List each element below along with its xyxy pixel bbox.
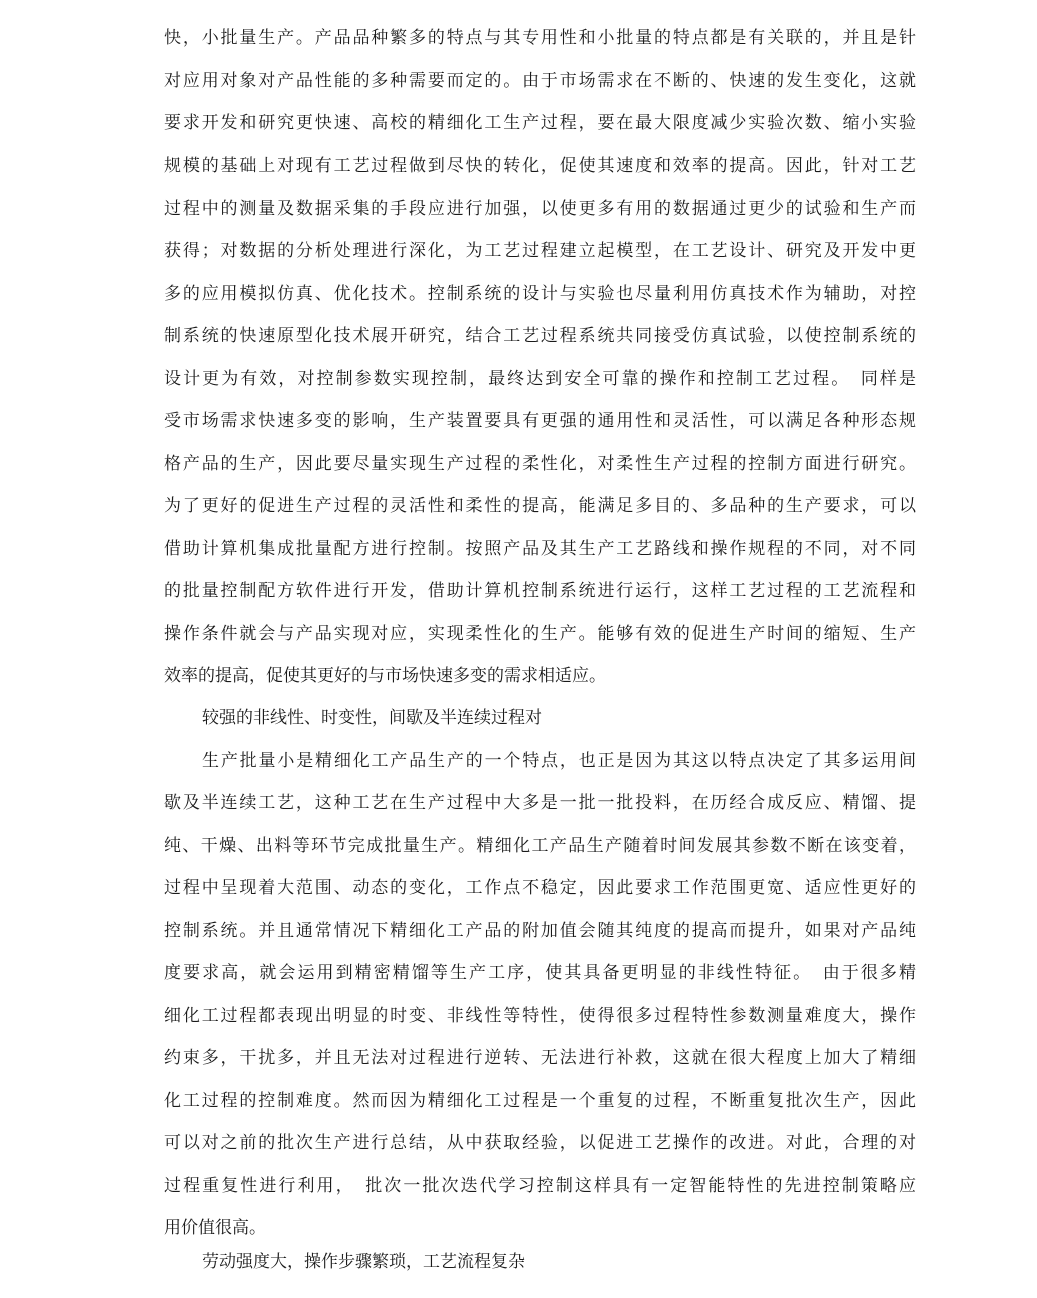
text-line: 规模的基础上对现有工艺过程做到尽快的转化，促使其速度和效率的提高。因此，针对工艺: [164, 156, 916, 176]
text-line: 歇及半连续工艺，这种工艺在生产过程中大多是一批一批投料，在历经合成反应、精馏、提: [164, 793, 916, 813]
text-line: 过程中呈现着大范围、动态的变化，工作点不稳定，因此要求工作范围更宽、适应性更好的: [164, 878, 916, 898]
text-line: 对应用对象对产品性能的多种需要而定的。由于市场需求在不断的、快速的发生变化，这就: [164, 71, 916, 91]
text-line: 操作条件就会与产品实现对应，实现柔性化的生产。能够有效的促进生产时间的缩短、生产: [164, 624, 916, 644]
text-line: 约束多，干扰多，并且无法对过程进行逆转、无法进行补救，这就在很大程度上加大了精细: [164, 1048, 916, 1068]
text-line: 借助计算机集成批量配方进行控制。按照产品及其生产工艺路线和操作规程的不同，对不同: [164, 539, 916, 559]
section-heading: 劳动强度大，操作步骤繁琐，工艺流程复杂: [202, 1252, 525, 1272]
text-line: 要求开发和研究更快速、高校的精细化工生产过程，要在最大限度减少实验次数、缩小实验: [164, 113, 916, 133]
text-line: 用价值很高。: [164, 1218, 266, 1238]
text-line: 生产批量小是精细化工产品生产的一个特点，也正是因为其这以特点决定了其多运用间: [202, 751, 916, 771]
text-line: 格产品的生产，因此要尽量实现生产过程的柔性化，对柔性生产过程的控制方面进行研究。: [164, 454, 916, 474]
text-line: 设计更为有效，对控制参数实现控制，最终达到安全可靠的操作和控制工艺过程。 同样是: [164, 369, 916, 389]
text-line: 效率的提高，促使其更好的与市场快速多变的需求相适应。: [164, 666, 606, 686]
text-line: 获得；对数据的分析处理进行深化，为工艺过程建立起模型，在工艺设计、研究及开发中更: [164, 241, 916, 261]
text-line: 控制系统。并且通常情况下精细化工产品的附加值会随其纯度的提高而提升，如果对产品纯: [164, 921, 916, 941]
text-line: 为了更好的促进生产过程的灵活性和柔性的提高，能满足多目的、多品种的生产要求，可以: [164, 496, 916, 516]
text-line: 快，小批量生产。产品品种繁多的特点与其专用性和小批量的特点都是有关联的，并且是针: [164, 28, 916, 48]
text-line: 度要求高，就会运用到精密精馏等生产工序，使其具备更明显的非线性特征。 由于很多精: [164, 963, 916, 983]
text-line: 受市场需求快速多变的影响，生产装置要具有更强的通用性和灵活性，可以满足各种形态规: [164, 411, 916, 431]
section-heading: 较强的非线性、时变性，间歇及半连续过程对: [202, 708, 542, 728]
text-line: 过程中的测量及数据采集的手段应进行加强，以使更多有用的数据通过更少的试验和生产而: [164, 199, 916, 219]
text-line: 制系统的快速原型化技术展开研究，结合工艺过程系统共同接受仿真试验，以使控制系统的: [164, 326, 916, 346]
text-line: 过程重复性进行利用， 批次一批次迭代学习控制这样具有一定智能特性的先进控制策略应: [164, 1176, 916, 1196]
text-line: 可以对之前的批次生产进行总结，从中获取经验，以促进工艺操作的改进。对此，合理的对: [164, 1133, 916, 1153]
text-line: 的批量控制配方软件进行开发，借助计算机控制系统进行运行，这样工艺过程的工艺流程和: [164, 581, 916, 601]
text-line: 多的应用模拟仿真、优化技术。控制系统的设计与实验也尽量利用仿真技术作为辅助，对控: [164, 284, 916, 304]
text-line: 纯、干燥、出料等环节完成批量生产。精细化工产品生产随着时间发展其参数不断在该变着，: [164, 836, 916, 856]
text-line: 细化工过程都表现出明显的时变、非线性等特性，使得很多过程特性参数测量难度大，操作: [164, 1006, 916, 1026]
text-line: 化工过程的控制难度。然而因为精细化工过程是一个重复的过程，不断重复批次生产，因此: [164, 1091, 916, 1111]
